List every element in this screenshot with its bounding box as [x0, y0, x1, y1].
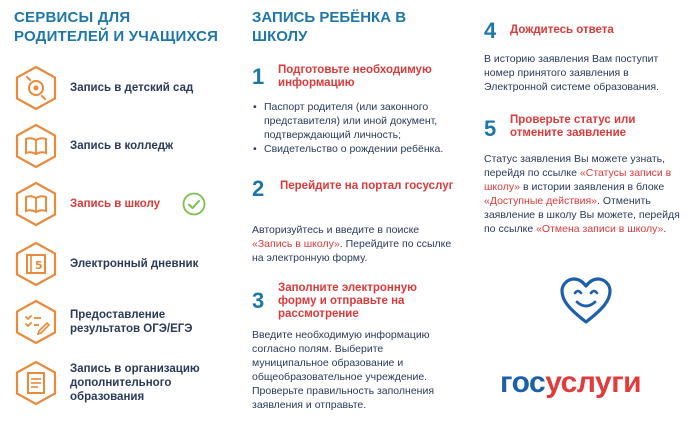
- service-label: Электронный дневник: [70, 258, 199, 270]
- step-2: [252, 176, 457, 266]
- checklist-icon: [14, 299, 58, 345]
- service-additional-education[interactable]: [14, 357, 236, 409]
- services-column: [14, 8, 236, 46]
- service-label: Предоставление результатов ОГЭ/ЕГЭ: [70, 309, 193, 335]
- actions-link[interactable]: «Доступные действия»: [484, 195, 597, 207]
- service-exam-results[interactable]: [14, 298, 236, 346]
- service-label: Запись в организацию дополнительного образования: [70, 363, 200, 403]
- diary-icon: [14, 241, 58, 287]
- enroll-column: [252, 8, 457, 46]
- cancel-enrollment-link[interactable]: «Отмена записи в школу»: [536, 223, 664, 235]
- step-heading: Подготовьте необходимую информацию: [278, 64, 432, 89]
- list-item: • Свидетельство о рождении ребёнка.: [252, 142, 457, 156]
- search-query-link[interactable]: «Запись в школу»: [252, 238, 340, 250]
- smiling-heart-icon: [558, 276, 614, 331]
- baby-pacifier-icon: [14, 65, 58, 111]
- open-book-icon: [14, 181, 58, 227]
- service-school[interactable]: [14, 180, 236, 228]
- services-title: СЕРВИСЫ ДЛЯ РОДИТЕЛЕЙ И УЧАЩИХСЯ: [14, 9, 219, 45]
- status-link[interactable]: «Статусы записи в: [579, 167, 672, 179]
- service-college[interactable]: [14, 122, 236, 170]
- step-heading: Дождитесь ответа: [510, 24, 614, 36]
- step-text: Авторизуйтесь и введите в поиске «Запись в школу». Перейдите по ссылке на электронную форму.: [252, 224, 452, 264]
- step-text: Введите необходимую информацию согласно полям. Выберите муниципальное образование и общеобразовательное учреждение. Проверьте правильность заполнения заявления и отправьте.: [252, 329, 435, 411]
- status-link[interactable]: школу»: [484, 181, 521, 193]
- step-5: [484, 112, 694, 242]
- open-book-icon: [14, 123, 58, 169]
- document-list: [252, 100, 457, 156]
- step-number: 1: [252, 64, 265, 89]
- service-label: Запись в детский сад: [70, 82, 194, 94]
- step-1: [252, 62, 457, 162]
- exam-sheet-icon: [14, 360, 58, 406]
- checkmark-circle-icon: [182, 192, 206, 216]
- step-heading: Перейдите на портал госуслуг: [280, 180, 454, 192]
- step-text: Статус заявления Вы можете узнать, перейдя по ссылке «Статусы записи в школу» в истории заявления в блоке «Доступные действия». Отменить заявление в школу Вы можете, перейдя по ссылке «Отмена записи в школу».: [484, 153, 680, 235]
- gosuslugi-logo: госуслуги: [500, 366, 642, 399]
- step-number: 5: [484, 116, 497, 141]
- svg-text:5: 5: [35, 259, 43, 272]
- step-3: [252, 282, 457, 422]
- step-number: 2: [252, 176, 265, 201]
- list-item: • Паспорт родителя (или законного представителя) или иной документ, подтверждающий личность;: [252, 100, 457, 142]
- step-heading: Проверьте статус или отмените заявление: [510, 114, 636, 139]
- service-kindergarten[interactable]: [14, 64, 236, 112]
- service-label: Запись в школу: [70, 198, 161, 210]
- step-4: [484, 18, 694, 98]
- step-heading: Заполните электронную форму и отправьте на рассмотрение: [278, 282, 417, 320]
- enroll-title: ЗАПИСЬ РЕБЁНКА В ШКОЛУ: [252, 9, 407, 45]
- service-diary[interactable]: [14, 240, 236, 288]
- service-label: Запись в колледж: [70, 140, 174, 152]
- step-text: В историю заявления Вам поступит номер принятого заявления в Электронной системе образования.: [484, 53, 659, 93]
- step-number: 3: [252, 288, 265, 313]
- step-number: 4: [484, 18, 497, 43]
